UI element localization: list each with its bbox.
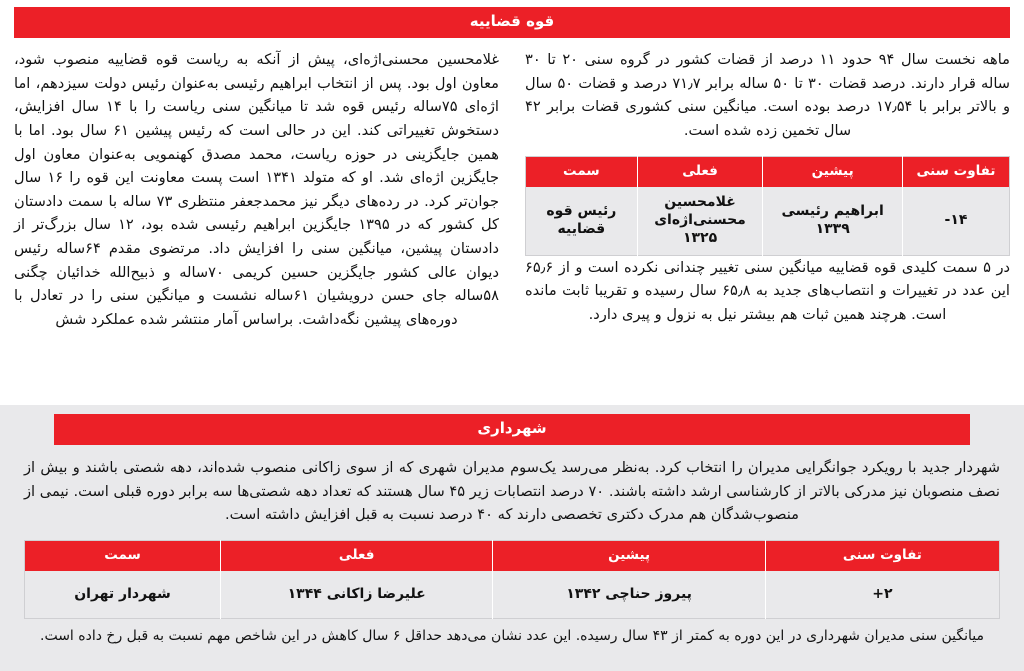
judiciary-left-paragraph-1: ماهه نخست سال ۹۴ حدود ۱۱ درصد از قضات کشور در گروه سنی ۲۰ تا ۳۰ ساله قرار دارند. درصد قضات ۳۰ تا ۵۰ ساله برابر ۷۱٫۷ درصد و قضات ۵۰ سال و بالاتر برابر با ۱۷٫۵۴ درصد بوده است. میانگین سنی کشوری قضات برابر ۴۲ سال تخمین زده شده است. [525,51,1010,139]
cell-previous: پیروز حناچی ۱۳۴۲ [493,571,765,619]
column-header-previous: پیشین [493,540,765,571]
judiciary-left-paragraph-2: در ۵ سمت کلیدی قوه قضاییه میانگین سنی تغییر چندانی نکرده است و از ۶۵٫۶ این عدد در تغییرات و انتصاب‌های جدید به ۶۵٫۸ سال رسیده و تقریبا ثابت مانده است. هرچند همین ثبات هم بیشتر نیل به نزول و پیری دارد. [525,258,1011,323]
column-header-current: فعلی [221,540,493,571]
column-header-previous: پیشین [763,156,903,187]
column-header-position: سمت [526,156,638,187]
table-row [526,187,1010,255]
judiciary-age-table [525,156,1010,256]
column-header-current: فعلی [637,156,763,187]
section-judiciary-banner-title: قوه قضاییه [14,7,1010,38]
judiciary-right-paragraph-1: غلامحسین محسنی‌اژه‌ای، پیش از آنکه به ریاست قوه قضاییه منصوب شود، معاون اول بود. پس از انتخاب ابراهیم رئیسی به‌عنوان رئیس دولت سیزدهم، اما اژه‌ای ۷۵ساله رئیس قوه شد تا میانگین سنی ریاست را با ۱۴ سال افزایش، دستخوش تغییراتی کند. این در حالی است که رئیس پیشین ۶۱ سال بود. اما با همین جایگزینی در حوزه ریاست، محمد مصدق کهنمویی به‌عنوان معاون اول جایگزین اژه‌ای شد. او که متولد ۱۳۴۱ است پست معاونت این قوه را ۱۶ سال جوان‌تر کرد. در رده‌های دیگر نیز محمدجعفر منتظری ۷۳ ساله با سمت دادستان کل کشور که در ۱۳۹۵ جایگزین ابراهیم رئیسی شده بود، ۱۲ سال بزرگ‌تر از دادستان پیشین، میانگین سنی را افزایش داد. مرتضوی مقدم ۶۴ساله رئیس دیوان عالی کشور جایگزین حسین کریمی ۷۰ساله و ذبیح‌الله خدائیان چگنی ۵۸ساله جای حسن درویشیان ۶۱ساله نشست و میانگین سنی را در تعادل با دوره‌های پیشین نگه‌داشت. براساس آمار منتشر شده عملکرد شش [14,51,500,329]
cell-previous: ابراهیم رئیسی ۱۳۳۹ [763,187,903,255]
cell-age-difference: ۲+ [765,571,999,619]
cell-current: علیرضا زاکانی ۱۳۴۴ [221,571,493,619]
table-header-row [526,156,1010,187]
section-municipality [0,405,1024,671]
municipality-age-table [24,540,1000,620]
judiciary-two-column-body [14,48,1010,332]
municipality-paragraph-1: شهردار جدید با رویکرد جوانگرایی مدیران را انتخاب کرد. به‌نظر می‌رسد یک‌سوم مدیران شهری که از سوی زاکانی منصوب شده‌اند، دهه شصتی باشند و بیش از نصف منصوبان نیز مدرکی بالاتر از کارشناسی ارشد داشته باشند. ۷۰ درصد انتصابات زیر ۴۵ سال هستند که تعداد دهه شصتی‌ها سه برابر دوره قبلی است. نیمی از منصوب‌شدگان هم مدرک دکتری تخصصی دارند که ۴۰ درصد نسبت به قبل افزایش داشته است. [24,459,1000,524]
cell-position: رئیس قوه قضاییه [526,187,638,255]
cell-position: شهردار تهران [25,571,221,619]
column-header-position: سمت [25,540,221,571]
cell-current: غلامحسین محسنی‌اژه‌ای ۱۳۲۵ [637,187,763,255]
table-header-row [25,540,1000,571]
judiciary-right-column [14,48,499,332]
column-header-age-difference: تفاوت سنی [765,540,999,571]
judiciary-left-column [525,48,1010,332]
column-header-age-difference: تفاوت سنی [902,156,1009,187]
municipality-closing-note: میانگین سنی مدیران شهرداری در این دوره به کمتر از ۴۳ سال رسیده. این عدد نشان می‌دهد حداقل ۶ سال کاهش در این شاخص مهم نسبت به قبل رخ داده است. [40,628,984,645]
cell-age-difference: ۱۴- [902,187,1009,255]
section-municipality-banner-title: شهرداری [54,414,970,445]
municipality-table-wrapper [24,540,1000,620]
table-row [25,571,1000,619]
